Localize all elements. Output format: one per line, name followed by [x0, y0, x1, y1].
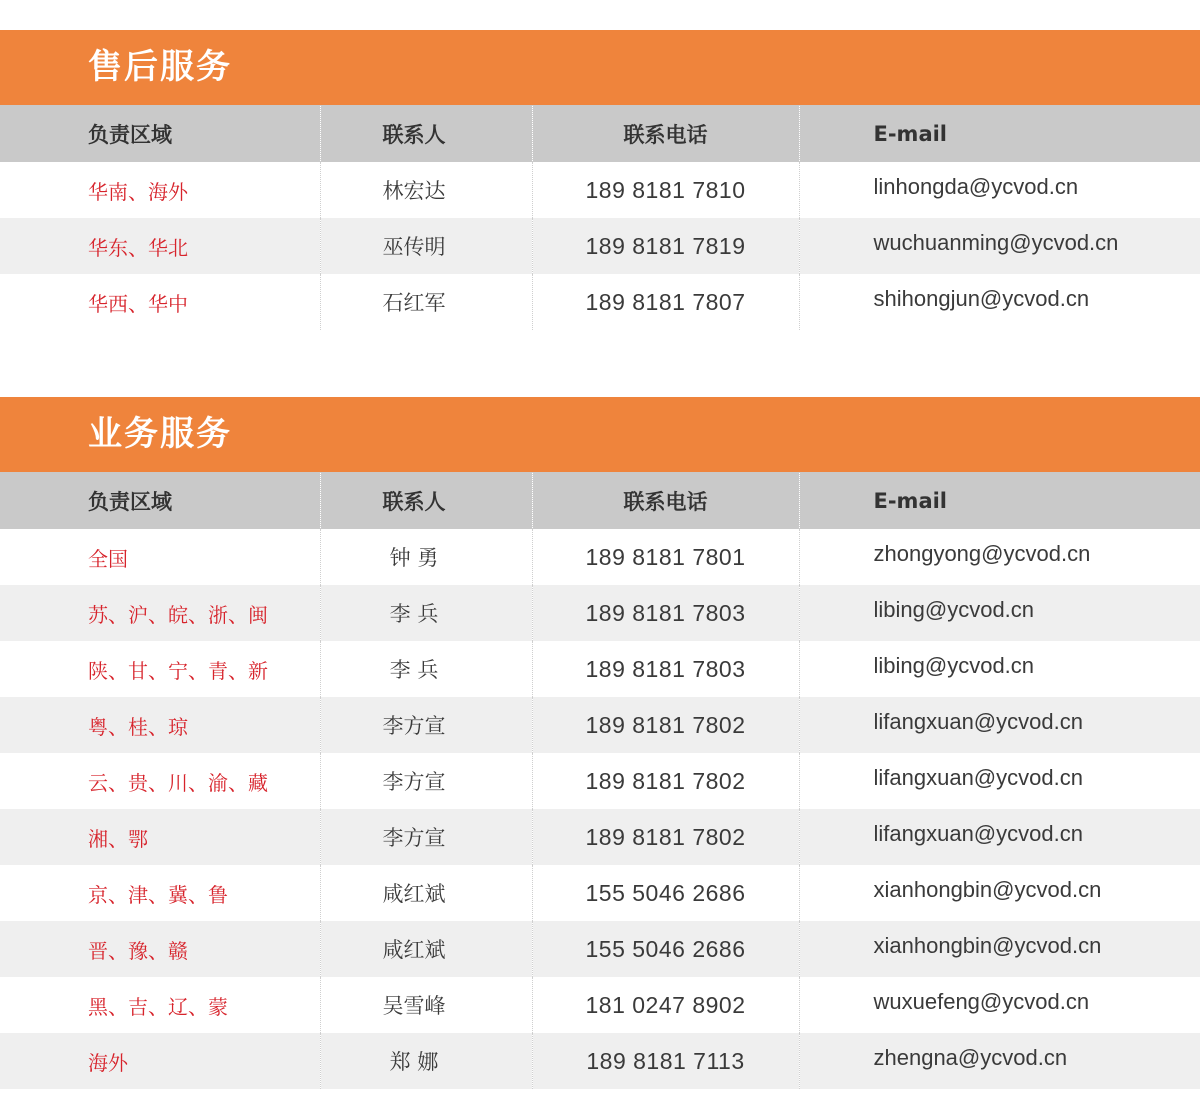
after-sales-table	[0, 105, 1200, 330]
region-cell: 湘、鄂	[88, 826, 148, 851]
column-header-contact: 联系人	[320, 105, 532, 162]
contact-cell: 钟 勇	[320, 529, 532, 585]
phone-cell: 189 8181 7810	[532, 162, 799, 218]
email-cell: wuxuefeng@ycvod.cn	[799, 977, 1200, 1033]
region-cell: 京、津、冀、鲁	[88, 882, 228, 907]
contact-cell: 李方宣	[320, 809, 532, 865]
after-sales-section	[0, 30, 1200, 330]
business-section	[0, 397, 1200, 1089]
table-row	[0, 809, 1200, 865]
table-row	[0, 1033, 1200, 1089]
contact-cell: 李方宣	[320, 697, 532, 753]
contact-cell: 石红军	[320, 274, 532, 330]
email-cell: shihongjun@ycvod.cn	[799, 274, 1200, 330]
table-row	[0, 274, 1200, 330]
column-header-phone: 联系电话	[532, 472, 799, 529]
region-cell: 华南、海外	[88, 179, 188, 204]
email-cell: lifangxuan@ycvod.cn	[799, 753, 1200, 809]
table-header-row	[0, 105, 1200, 162]
section-title: 业务服务	[0, 397, 1200, 472]
phone-cell: 189 8181 7801	[532, 529, 799, 585]
table-row	[0, 218, 1200, 274]
table-row	[0, 529, 1200, 585]
table-row	[0, 921, 1200, 977]
column-header-region: 负责区域	[88, 489, 172, 514]
column-header-contact: 联系人	[320, 472, 532, 529]
phone-cell: 189 8181 7802	[532, 753, 799, 809]
email-cell: libing@ycvod.cn	[799, 641, 1200, 697]
phone-cell: 155 5046 2686	[532, 865, 799, 921]
table-row	[0, 865, 1200, 921]
phone-cell: 189 8181 7803	[532, 641, 799, 697]
table-row	[0, 977, 1200, 1033]
contact-cell: 林宏达	[320, 162, 532, 218]
email-cell: lifangxuan@ycvod.cn	[799, 697, 1200, 753]
email-cell: xianhongbin@ycvod.cn	[799, 865, 1200, 921]
region-cell: 粤、桂、琼	[88, 714, 188, 739]
email-cell: zhongyong@ycvod.cn	[799, 529, 1200, 585]
region-cell: 全国	[88, 546, 128, 571]
contact-cell: 吴雪峰	[320, 977, 532, 1033]
phone-cell: 189 8181 7113	[532, 1033, 799, 1089]
phone-cell: 189 8181 7802	[532, 697, 799, 753]
table-row	[0, 753, 1200, 809]
contact-cell: 咸红斌	[320, 865, 532, 921]
contact-cell: 郑 娜	[320, 1033, 532, 1089]
section-title: 售后服务	[0, 30, 1200, 105]
phone-cell: 189 8181 7807	[532, 274, 799, 330]
column-header-email: E-mail	[799, 472, 1200, 529]
phone-cell: 155 5046 2686	[532, 921, 799, 977]
table-row	[0, 585, 1200, 641]
email-cell: libing@ycvod.cn	[799, 585, 1200, 641]
contact-cell: 李 兵	[320, 641, 532, 697]
business-table	[0, 472, 1200, 1089]
table-row	[0, 641, 1200, 697]
region-cell: 云、贵、川、渝、藏	[88, 770, 268, 795]
table-header-row	[0, 472, 1200, 529]
column-header-region: 负责区域	[88, 122, 172, 147]
contact-cell: 咸红斌	[320, 921, 532, 977]
phone-cell: 189 8181 7819	[532, 218, 799, 274]
table-row	[0, 162, 1200, 218]
region-cell: 苏、沪、皖、浙、闽	[88, 602, 268, 627]
region-cell: 陕、甘、宁、青、新	[88, 658, 268, 683]
contact-cell: 李方宣	[320, 753, 532, 809]
table-row	[0, 697, 1200, 753]
email-cell: zhengna@ycvod.cn	[799, 1033, 1200, 1089]
region-cell: 晋、豫、赣	[88, 938, 188, 963]
email-cell: lifangxuan@ycvod.cn	[799, 809, 1200, 865]
email-cell: linhongda@ycvod.cn	[799, 162, 1200, 218]
contact-cell: 巫传明	[320, 218, 532, 274]
column-header-phone: 联系电话	[532, 105, 799, 162]
region-cell: 华东、华北	[88, 235, 188, 260]
phone-cell: 189 8181 7803	[532, 585, 799, 641]
region-cell: 华西、华中	[88, 291, 188, 316]
email-cell: wuchuanming@ycvod.cn	[799, 218, 1200, 274]
phone-cell: 189 8181 7802	[532, 809, 799, 865]
phone-cell: 181 0247 8902	[532, 977, 799, 1033]
region-cell: 黑、吉、辽、蒙	[88, 994, 228, 1019]
region-cell: 海外	[88, 1050, 128, 1075]
contact-cell: 李 兵	[320, 585, 532, 641]
column-header-email: E-mail	[799, 105, 1200, 162]
email-cell: xianhongbin@ycvod.cn	[799, 921, 1200, 977]
